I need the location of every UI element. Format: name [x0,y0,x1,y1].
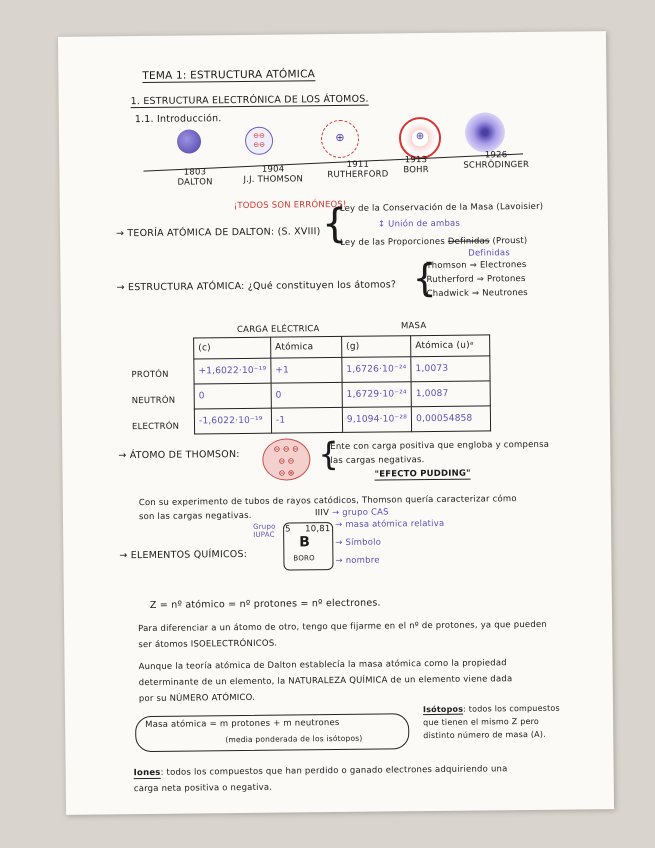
subsection-heading: 1.1. Introducción. [134,113,222,126]
structure-item: Chadwick ⇒ Neutrones [426,287,528,300]
table-header-carga: CARGA ELÉCTRICA [236,324,320,336]
all-wrong-note: ¡TODOS SON ERRÓNEOS! [233,199,347,212]
thomson-note: son las cargas negativas. [138,510,252,523]
atomic-mass: 10,81 [305,524,331,535]
thomson-description: las cargas negativas. [330,455,425,467]
section-heading: 1. ESTRUCTURA ELECTRÓNICA DE LOS ÁTOMOS. [130,93,369,108]
rutherford-atom-icon: ⊕ [321,120,359,158]
dalton-law-2: Ley de las Proporciones Definidas (Proust) [340,235,528,248]
brace-icon: { [412,255,438,301]
element-symbol: B [299,534,311,551]
bohr-atom-icon: ⊕ [399,117,441,159]
pudding-effect: "EFECTO PUDDING" [374,468,471,480]
timeline-entry: 1913 BOHR [403,155,429,176]
brace-icon: { [318,434,340,474]
table-row: (c) Atómica (g) Atómica (u)ᵃ [194,335,490,359]
dalton-union: ↕ Unión de ambas [377,218,461,230]
table-row-labels: PROTÓN NEUTRÓN ELECTRÓN [131,369,180,433]
dalton-atom-icon [177,129,201,153]
timeline-entry: 1911 RUTHERFORD [327,159,389,181]
table-row: +1,6022·10⁻¹⁹ +1 1,6726·10⁻²⁴ 1,0073 [194,356,490,384]
page-title: TEMA 1: ESTRUCTURA ATÓMICA [142,68,316,83]
formula-text: Masa atómica = m protones + m neutrones [145,717,340,731]
dalton-law-2b: Definidas [468,248,511,259]
structure-item: Thomson ⇒ Electrones [426,259,527,272]
formula-note: (media ponderada de los isótopos) [225,733,363,745]
plum-pudding-atom-icon: ⊖ ⊖ ⊖ ⊖ ⊖ ⊖ ⊕ [262,438,310,481]
group-iupac: Grupo IUPAC [253,522,276,539]
structure-question: → ESTRUCTURA ATÓMICA: ¿Qué constituyen los átomos? [116,279,397,294]
dalton-theory-label: → TEORÍA ATÓMICA DE DALTON: (S. XVIII) [115,226,321,240]
elements-label: → ELEMENTOS QUÍMICOS: [119,548,248,562]
paragraph-line: ser átomos ISOELECTRÓNICOS. [138,638,278,651]
group-cas: IIIV → grupo CAS [314,507,389,519]
thomson-description: Ente con carga positiva que engloba y compensa [330,439,550,453]
paragraph-line: Aunque la teoría atómica de Dalton establecía la masa atómica como la propiedad [138,658,507,673]
structure-item: Rutherford ⇒ Protones [426,274,526,286]
timeline-entry: 1803 DALTON [177,167,213,188]
timeline-entry: 1926 SCHRÖDINGER [463,150,530,171]
schrodinger-atom-icon [465,112,505,152]
isotopes-definition: Isótopos: todos los compuestos que tienen el mismo Z pero distinto número de masa (A). [422,703,560,741]
symbol-label: → Símbolo [335,537,382,549]
timeline-entry: 1904 J.J. THOMSON [243,164,304,185]
paragraph-line: determinante de un elemento, la NATURALEZA QUÍMICA de un elemento viene dada [138,674,513,689]
name-label: → nombre [335,555,380,567]
particles-table [193,334,491,434]
atomic-number: 5 [285,524,291,535]
brace-icon: { [321,200,348,248]
thomson-note: Con su experimento de tubos de rayos catódicos, Thomson quería caracterizar cómo [138,494,517,509]
z-definition: Z = nº atómico = nº protones = nº electrones. [149,597,381,611]
notebook-page [58,31,614,815]
table-header-masa: MASA [400,321,427,332]
paragraph-line: Para diferenciar a un átomo de otro, tengo que fijarme en el nº de protones, ya que pueden [138,619,548,635]
element-name: BORO [293,554,315,563]
table-row: 0 0 1,6729·10⁻²⁴ 1,0087 [194,381,490,409]
thomson-label: → ÁTOMO DE THOMSON: [118,449,240,462]
dalton-law-1: Ley de la Conservación de la Masa (Lavoisier) [339,201,544,214]
ions-definition: Iones: todos los compuestos que han perdido o ganado electrones adquiriendo una [133,764,508,779]
ions-definition-line: carga neta positiva o negativa. [133,782,273,795]
paragraph-line: por su NÚMERO ATÓMICO. [138,692,256,705]
thomson-atom-icon: ⊖⊖ ⊖⊖ [245,127,273,155]
mass-label: → masa atómica relativa [335,518,445,531]
table-row: -1,6022·10⁻¹⁹ -1 9,1094·10⁻²⁸ 0,00054858 [194,406,490,434]
